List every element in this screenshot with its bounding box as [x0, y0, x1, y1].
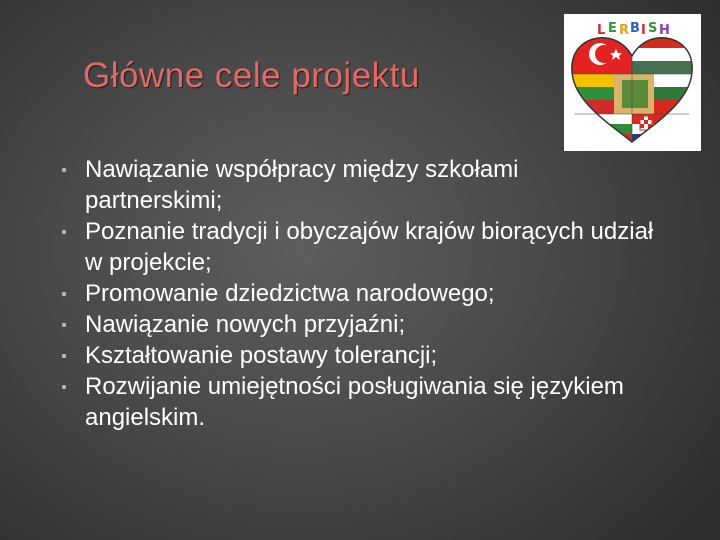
- slide-title: Główne cele projektu: [83, 56, 420, 95]
- bullet-text: Promowanie dziedzictwa narodowego;: [85, 280, 495, 307]
- bullet-marker-icon: [62, 168, 66, 172]
- bullet-marker-icon: [62, 354, 66, 358]
- list-item: [60, 371, 660, 433]
- svg-text:S: S: [648, 21, 658, 36]
- list-item: [60, 309, 660, 340]
- bullet-text: Rozwijanie umiejętności posługiwania się językiem angielskim.: [85, 373, 624, 431]
- bullet-marker-icon: [62, 230, 66, 234]
- bullet-text: Nawiązanie współpracy między szkołami partnerskimi;: [85, 156, 519, 214]
- svg-text:B: B: [630, 21, 640, 36]
- bullet-list: [60, 154, 660, 433]
- bullet-marker-icon: [62, 292, 66, 296]
- project-logo: [564, 14, 701, 151]
- bullet-marker-icon: [62, 323, 66, 327]
- list-item: [60, 340, 660, 371]
- svg-text:H: H: [659, 23, 670, 38]
- bullet-text: Poznanie tradycji i obyczajów krajów biorących udział w projekcie;: [85, 218, 654, 276]
- logo-lettering: [597, 21, 670, 38]
- bullet-text: Kształtowanie postawy tolerancji;: [85, 342, 438, 369]
- svg-text:R: R: [619, 23, 630, 38]
- list-item: [60, 216, 660, 278]
- heart-flags-puzzle-logo-icon: [564, 14, 701, 151]
- svg-text:I: I: [641, 23, 646, 38]
- list-item: [60, 278, 660, 309]
- bullet-text: Nawiązanie nowych przyjaźni;: [85, 311, 406, 338]
- bullet-marker-icon: [62, 385, 66, 389]
- svg-text:E: E: [608, 21, 617, 36]
- svg-text:L: L: [597, 23, 606, 38]
- list-item: [60, 154, 660, 216]
